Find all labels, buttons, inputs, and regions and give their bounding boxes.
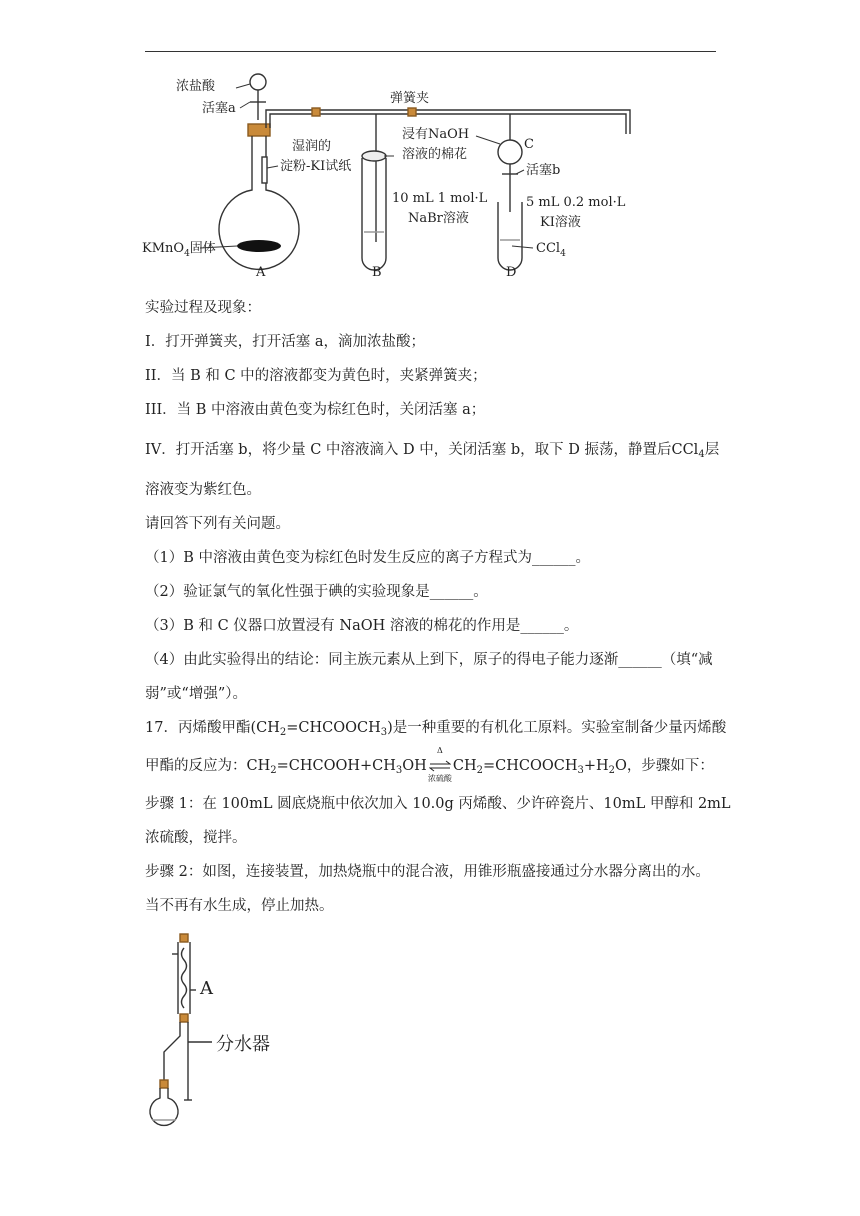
apparatus-figure-1 <box>140 62 700 282</box>
label-ccl4: CCl$_4$ <box>536 241 566 259</box>
label-ki-2: KI溶液 <box>540 215 581 230</box>
step-4-cont: 溶液变为紫红色。 <box>145 482 261 498</box>
step-1-text: 步骤 1：在 100mL 圆底烧瓶中依次加入 10.0g 丙烯酸、少许碎瓷片、10mL 甲醇和 2mL <box>145 796 731 812</box>
label-nabr-2: NaBr溶液 <box>408 211 469 226</box>
step-3: III．当 B 中溶液由黄色变为棕红色时，关闭活塞 a； <box>145 402 486 418</box>
step-4: IV．打开活塞 b，将少量 C 中溶液滴入 D 中，关闭活塞 b，取下 D 振荡，静置后CCl$_4$层 <box>145 442 720 460</box>
label-spring-clip: 弹簧夹 <box>390 91 430 106</box>
label-d: D <box>506 265 517 280</box>
question-2: （2）验证氯气的氧化性强于碘的实验现象是______。 <box>145 584 488 600</box>
label-cotton-1: 浸有NaOH <box>402 127 470 142</box>
question-1: （1）B 中溶液由黄色变为棕红色时发生反应的离子方程式为______。 <box>145 550 590 566</box>
label-nabr-1: 10 mL 1 mol·L <box>392 191 488 206</box>
step-2-cont: 当不再有水生成，停止加热。 <box>145 898 334 914</box>
step-1: I．打开弹簧夹，打开活塞 a，滴加浓盐酸； <box>145 334 425 350</box>
step-2-text: 步骤 2：如图，连接装置，加热烧瓶中的混合液，用锥形瓶盛接通过分水器分离出的水。 <box>145 864 710 880</box>
problem-17: 17．丙烯酸甲酯$(CH_2=CHCOOCH_3)$是一种重要的有机化工原料。实验室制备少量丙烯酸 <box>145 720 727 738</box>
label-ki-1: 5 mL 0.2 mol·L <box>526 195 626 210</box>
kmno4-solid <box>237 240 281 252</box>
label-c: C <box>524 137 534 152</box>
label-kmno4: KMnO$_4$固体 <box>142 241 216 259</box>
label-stopcock-a: 活塞a <box>202 101 236 116</box>
label-paper-2: 淀粉-KI试纸 <box>280 159 352 174</box>
step-1-cont: 浓硫酸，搅拌。 <box>145 830 247 846</box>
label-fig2-a: A <box>200 978 213 999</box>
question-4-cont: 弱”或“增强”）。 <box>145 686 247 702</box>
label-separator: 分水器 <box>216 1034 270 1055</box>
equilibrium-arrow: Δ 浓硫酸 <box>427 746 452 783</box>
label-cotton-2: 溶液的棉花 <box>402 147 468 162</box>
question-4: （4）由此实验得出的结论：同主族元素从上到下，原子的得电子能力逐渐______（填“减 <box>145 652 713 668</box>
step-2: II．当 B 和 C 中的溶液都变为黄色时，夹紧弹簧夹； <box>145 368 487 384</box>
label-a: A <box>256 265 266 280</box>
label-paper-1: 湿润的 <box>292 139 332 154</box>
label-stopcock-b: 活塞b <box>526 163 561 178</box>
label-acid: 浓盐酸 <box>176 79 216 94</box>
reaction-equation: 甲酯的反应为：$CH_2=CHCOOH+CH_3OH$ Δ 浓硫酸 $CH_2=CHCOOCH_3+H_2O$，步骤如下： <box>145 746 714 783</box>
label-b: B <box>372 265 382 280</box>
ask: 请回答下列有关问题。 <box>145 516 290 532</box>
top-rule <box>145 51 716 52</box>
funnel-bulb <box>250 74 266 90</box>
process-title: 实验过程及现象： <box>145 300 261 316</box>
apparatus-figure-2 <box>140 930 300 1142</box>
question-3: （3）B 和 C 仪器口放置浸有 NaOH 溶液的棉花的作用是______。 <box>145 618 579 634</box>
